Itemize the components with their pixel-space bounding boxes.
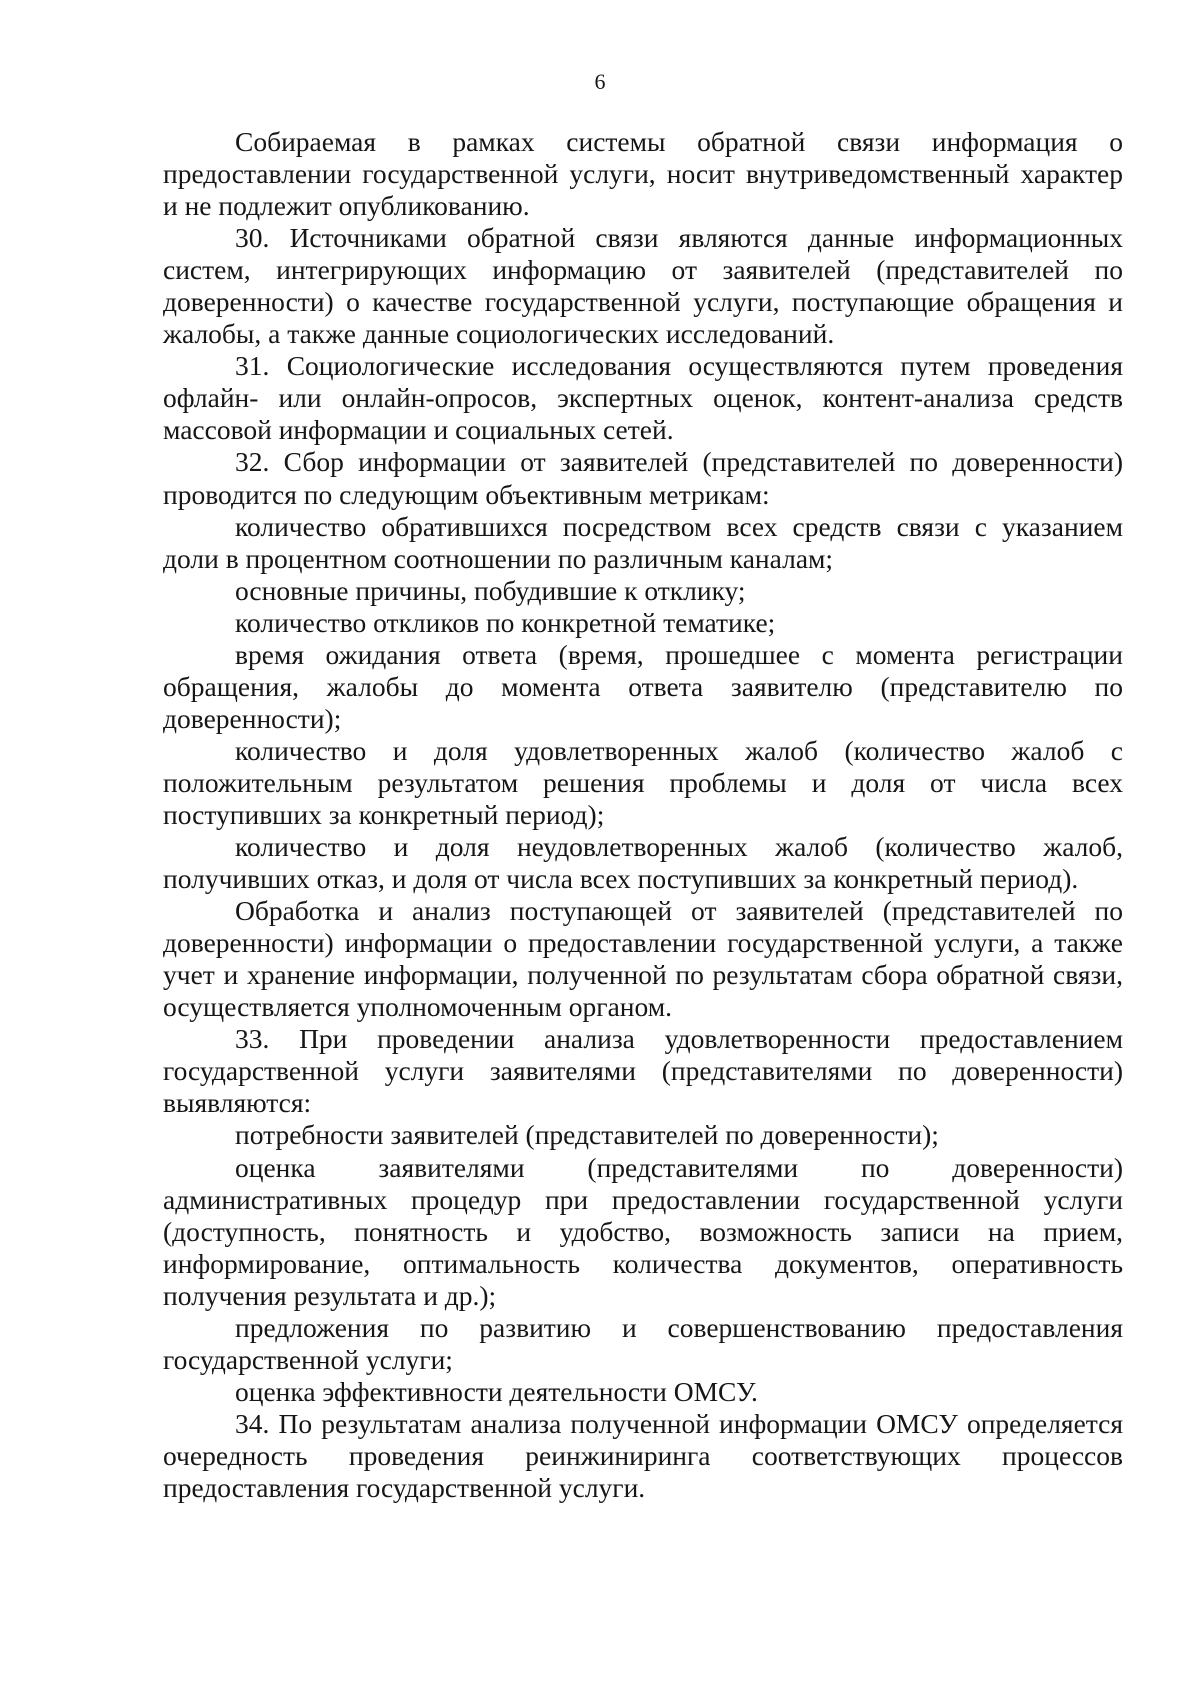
analysis-item: оценка эффективности деятельности ОМСУ.	[235, 1375, 758, 1407]
metric-item: количество и доля неудовлетворенных жалоб (количество жалоб, получивших отказ, и доля от числа всех поступивших за конкретный период).	[163, 831, 1123, 895]
analysis-item: предложения по развитию и совершенствованию предоставления государственной услуги;	[163, 1311, 1123, 1375]
analysis-item: оценка заявителями (представителями по доверенности) административных процедур при предоставлении государственной услуги (доступность, понятность и удобство, возможность записи на прием, информирование, оптимальность количества документов, оперативность получения результата и др.);	[163, 1151, 1123, 1311]
analysis-item: потребности заявителей (представителей по доверенности);	[235, 1119, 939, 1151]
paragraph-item-34: 34. По результатам анализа полученной информации ОМСУ определяется очередность проведения реинжиниринга соответствующих процессов предоставления государственной услуги.	[163, 1407, 1123, 1503]
paragraph-item-31: 31. Социологические исследования осуществляются путем проведения офлайн- или онлайн-опросов, экспертных оценок, контент-анализа средств массовой информации и социальных сетей.	[163, 350, 1123, 446]
paragraph-processing: Обработка и анализ поступающей от заявителей (представителей по доверенности) информации о предоставлении государственной услуги, а также учет и хранение информации, полученной по результатам сбора обратной связи, осуществляется уполномоченным органом.	[163, 895, 1123, 1023]
metric-item: время ожидания ответа (время, прошедшее с момента регистрации обращения, жалобы до момента ответа заявителю (представителю по доверенности);	[163, 638, 1123, 734]
paragraph-item-30: 30. Источниками обратной связи являются данные информационных систем, интегрирующих информацию от заявителей (представителей по доверенности) о качестве государственной услуги, поступающие обращения и жалобы, а также данные социологических исследований.	[163, 222, 1123, 350]
document-body	[163, 126, 1123, 1504]
metric-item: количество обратившихся посредством всех средств связи с указанием доли в процентном соотношении по различным каналам;	[163, 510, 1123, 574]
paragraph-item-32: 32. Сбор информации от заявителей (представителей по доверенности) проводится по следующим объективным метрикам:	[163, 446, 1123, 510]
paragraph-feedback-info: Собираемая в рамках системы обратной связи информация о предоставлении государственной услуги, носит внутриведомственный характер и не подлежит опубликованию.	[163, 126, 1123, 222]
page-number: 6	[594, 69, 606, 94]
metric-item: количество и доля удовлетворенных жалоб (количество жалоб с положительным результатом решения проблемы и доля от числа всех поступивших за конкретный период);	[163, 734, 1123, 830]
paragraph-item-33: 33. При проведении анализа удовлетворенности предоставлением государственной услуги заявителями (представителями по доверенности) выявляются:	[163, 1023, 1123, 1119]
metric-item: количество откликов по конкретной тематике;	[235, 606, 776, 638]
metric-item: основные причины, побудившие к отклику;	[235, 574, 746, 606]
